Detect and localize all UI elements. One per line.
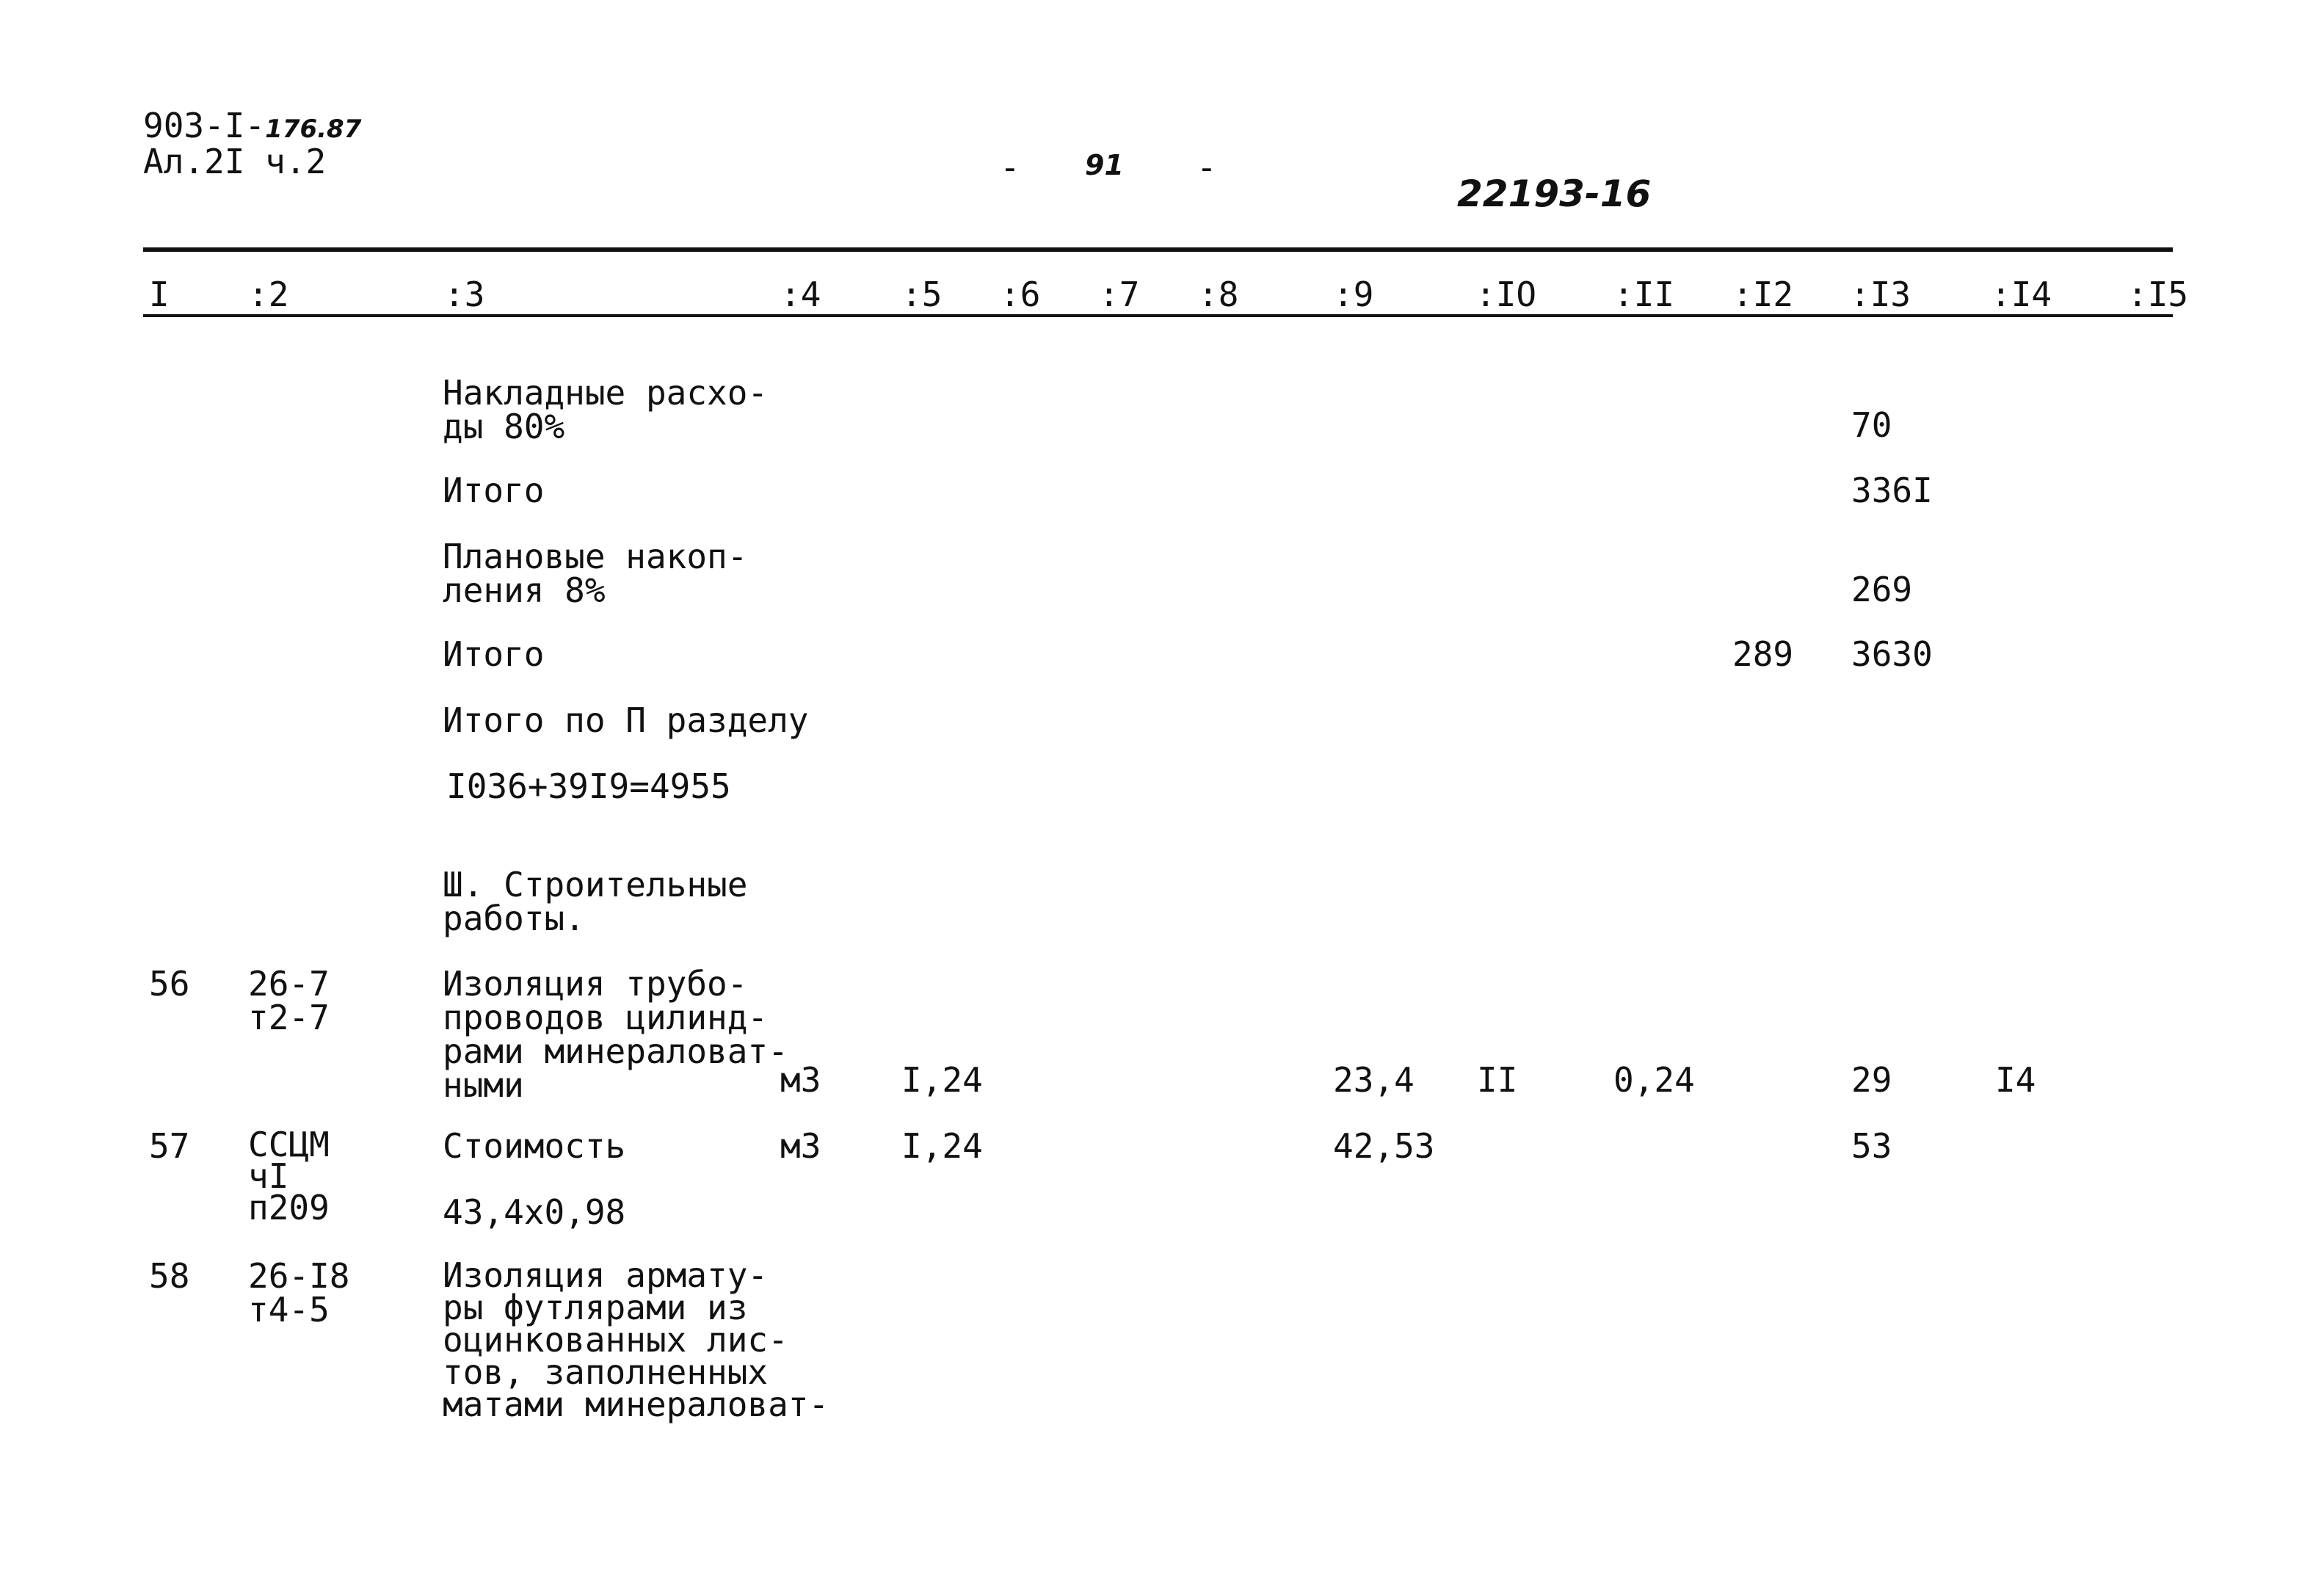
column-header: :5 (901, 275, 943, 314)
column-header: :IO (1475, 275, 1537, 314)
document-code-handwritten: 176.87 (265, 115, 362, 144)
row-value-col13: 336I (1851, 471, 1933, 510)
document-code (143, 106, 362, 146)
row-value-col13: 269 (1851, 570, 1913, 609)
document-code-printed: 903-I- (143, 106, 266, 145)
page-dash-left: - (1000, 148, 1020, 187)
row-description: Изоляция трубо- проводов цилинд- рами минераловат- ными (443, 964, 788, 1105)
section-total-label: Итого по П разделу (443, 700, 809, 740)
column-header: :I4 (1991, 275, 2052, 314)
row-value-col13: 3630 (1851, 634, 1933, 674)
row-number: 56 (149, 964, 190, 1004)
section-total-formula: I036+39I9=4955 (446, 766, 731, 806)
row-value-col5: I,24 (901, 1060, 983, 1100)
row-value-col11: 0,24 (1613, 1060, 1695, 1100)
row-value-col14: I4 (1995, 1060, 2036, 1100)
column-header: :3 (444, 275, 485, 314)
column-header: :I2 (1732, 275, 1794, 314)
top-rule (143, 247, 2173, 252)
row-unit: м3 (780, 1126, 821, 1166)
row-value-col12: 289 (1732, 634, 1794, 674)
row-value-col10: II (1477, 1060, 1518, 1100)
page-dash-right: - (1197, 148, 1217, 187)
row-value-col13: 70 (1851, 405, 1892, 445)
column-header-rule (143, 314, 2173, 317)
row-value-col13: 53 (1851, 1126, 1892, 1166)
row-description: Накладные расхо- ды 80% (443, 373, 769, 446)
page-number: 91 (1085, 149, 1124, 181)
column-header: :2 (248, 275, 289, 314)
row-description: Итого (443, 634, 545, 674)
document-number: 22193-16 (1457, 173, 1652, 215)
column-header: :6 (1000, 275, 1041, 314)
column-header: :II (1613, 275, 1675, 314)
column-header: :9 (1333, 275, 1374, 314)
row-unit: м3 (780, 1060, 821, 1100)
row-description: Плановые накоп- ления 8% (443, 537, 748, 610)
row-value-col5: I,24 (901, 1126, 983, 1166)
row-value-col13: 29 (1851, 1060, 1892, 1100)
column-header: :I3 (1850, 275, 1911, 314)
row-code: 26-I8 т4-5 (248, 1256, 350, 1330)
column-header: :4 (780, 275, 821, 314)
row-number: 57 (149, 1126, 190, 1166)
row-code: 26-7 т2-7 (248, 964, 330, 1037)
column-header: :8 (1198, 275, 1239, 314)
column-header: :7 (1099, 275, 1140, 314)
row-formula: 43,4x0,98 (443, 1192, 626, 1232)
row-value-col9: 42,53 (1333, 1126, 1435, 1166)
row-code: ССЦМ чI п209 (248, 1125, 330, 1227)
album-label: Ал.2I ч.2 (143, 142, 327, 181)
row-description: Итого (443, 471, 545, 510)
row-description: Изоляция армату- ры футлярами из оцинкованных лис- тов, заполненных матами минераловат- (443, 1255, 829, 1424)
column-header: :I5 (2127, 275, 2189, 314)
row-number: 58 (149, 1256, 190, 1296)
section-heading: Ш. Строительные работы. (443, 865, 748, 938)
row-value-col9: 23,4 (1333, 1060, 1415, 1100)
row-description: Стоимость (443, 1126, 626, 1166)
column-header: I (149, 275, 170, 314)
